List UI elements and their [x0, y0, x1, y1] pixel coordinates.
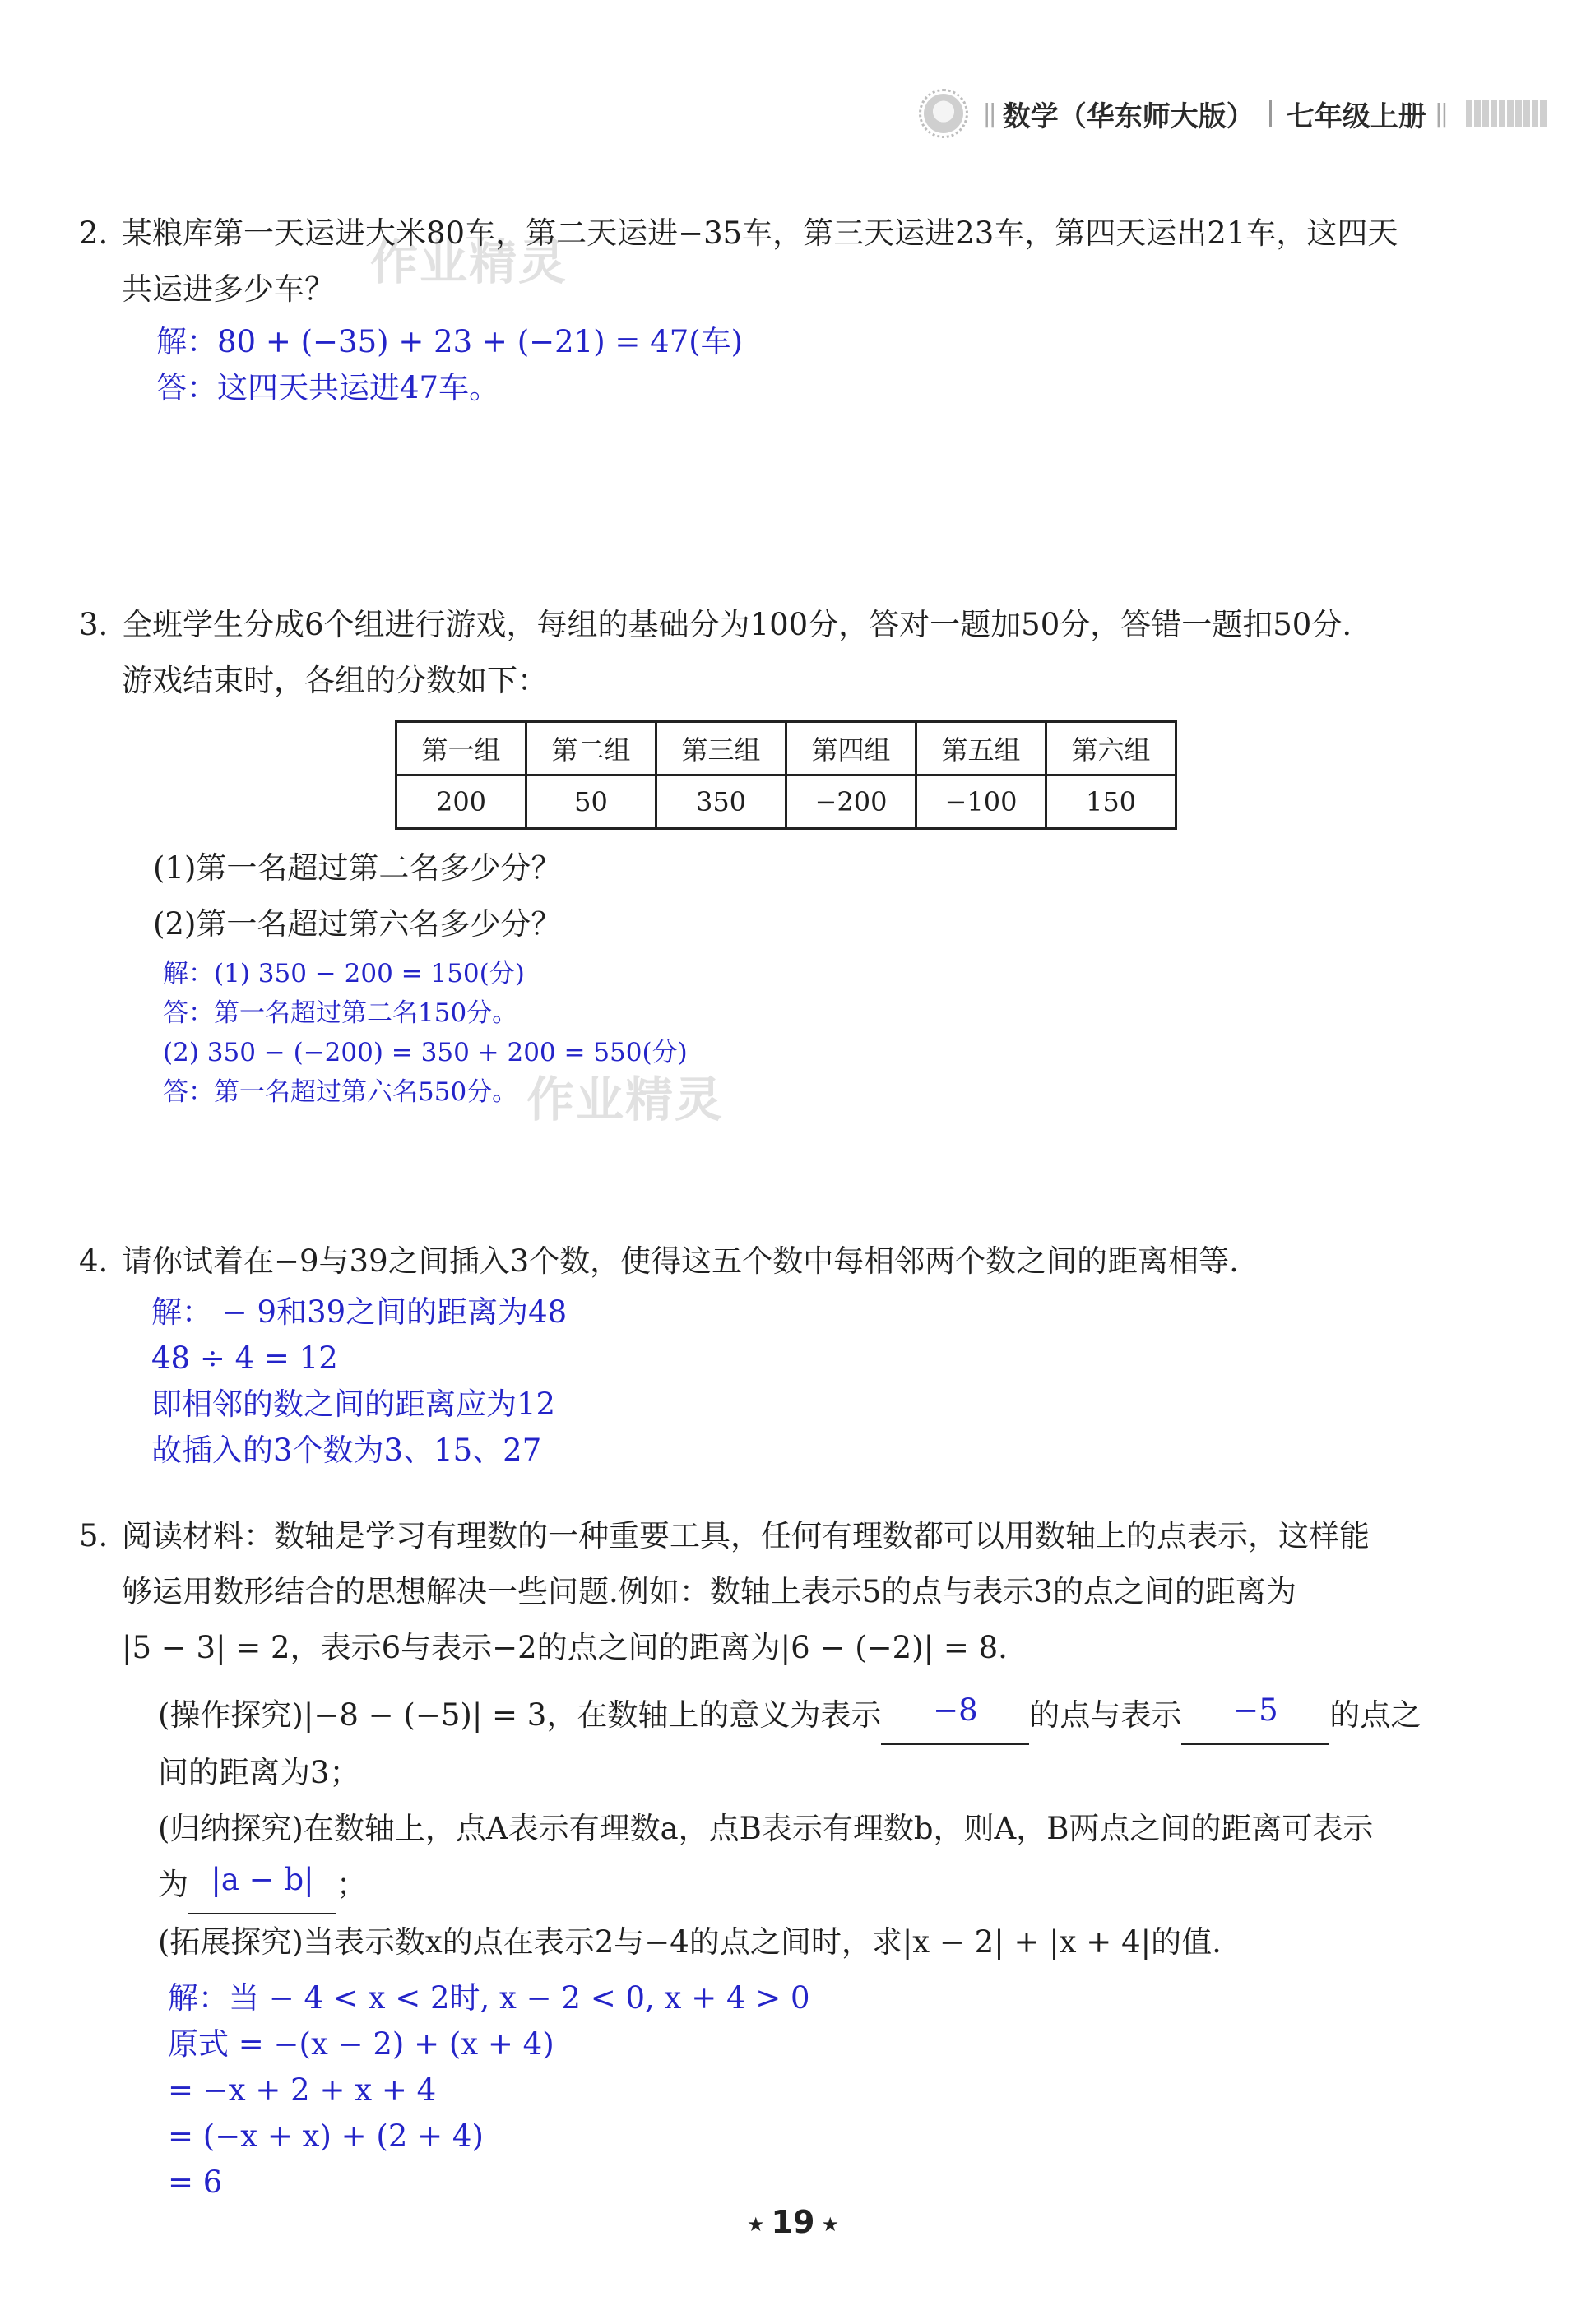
score-table: [395, 720, 1177, 830]
grade-label: 七年级上册: [1286, 100, 1426, 133]
question-3: [79, 597, 1352, 709]
question-5-parts: [158, 1687, 1421, 1970]
star-icon: ★: [821, 2212, 839, 2236]
table-row: [396, 775, 1176, 829]
table-cell: 350: [656, 775, 786, 829]
answer-line: 答：这四天共运进47车。: [156, 370, 500, 405]
induction-line: [158, 1857, 1421, 1914]
question-text: 为: [158, 1867, 188, 1902]
question-text: 阅读材料：数轴是学习有理数的一种重要工具，任何有理数都可以用数轴上的点表示，这样能: [122, 1518, 1370, 1553]
page-header: [924, 89, 1548, 138]
sun-logo-icon: [924, 94, 963, 133]
answer-line: = 6: [168, 2164, 223, 2200]
question-text: 全班学生分成6个组进行游戏，每组的基础分为100分，答对一题加50分，答错一题扣50分.: [122, 607, 1352, 642]
answer-line: 原式 = −(x − 2) + (x + 4): [168, 2026, 554, 2062]
table-header-cell: 第二组: [526, 722, 656, 775]
header-divider-icon: ||: [1434, 99, 1446, 128]
book-title: 数学（华东师大版）: [1002, 100, 1254, 133]
table-header-cell: 第六组: [1046, 722, 1176, 775]
answer-blank: [881, 1687, 1029, 1745]
operation-line: [158, 1687, 1421, 1745]
table-cell: −100: [916, 775, 1046, 829]
answer-line: 答：第一名超过第二名150分。: [163, 998, 518, 1028]
blank-answer: −8: [933, 1692, 978, 1728]
table-cell: 150: [1046, 775, 1176, 829]
page-footer: [0, 2204, 1586, 2240]
question-text: 的点之: [1329, 1697, 1421, 1733]
blank-answer: −5: [1233, 1692, 1278, 1728]
answer-blank: [188, 1857, 336, 1914]
question-text: 共运进多少车？: [122, 271, 335, 307]
question-text: 够运用数形结合的思想解决一些问题.例如：数轴上表示5的点与表示3的点之间的距离为: [122, 1574, 1296, 1609]
answer-line: 故插入的3个数为3、15、27: [151, 1433, 542, 1468]
question-number: 5.: [79, 1518, 109, 1553]
header-pattern: [1466, 100, 1548, 127]
header-separator: [1269, 100, 1272, 127]
question-number: 2.: [79, 215, 109, 251]
answer-line: 解： − 9和39之间的距离为48: [151, 1294, 568, 1330]
answer-line: = (−x + x) + (2 + 4): [168, 2118, 484, 2154]
page-number: 19: [771, 2204, 815, 2240]
question-text: 游戏结束时，各组的分数如下：: [122, 663, 548, 698]
answer-4: [151, 1289, 567, 1474]
answer-line: (2) 350 − (−200) = 350 + 200 = 550(分): [163, 1038, 688, 1067]
answer-line: 答：第一名超过第六名550分。: [163, 1077, 518, 1107]
question-text: (操作探究)|−8 − (−5)| = 3，在数轴上的意义为表示: [158, 1697, 882, 1733]
table-header-cell: 第五组: [916, 722, 1046, 775]
answer-line: 解：当 − 4 < x < 2时, x − 2 < 0, x + 4 > 0: [168, 1980, 810, 2016]
question-3-subparts: [153, 840, 561, 952]
answer-5: [168, 1975, 810, 2206]
header-divider-icon: ||: [982, 99, 995, 128]
question-2: [79, 206, 1398, 317]
blank-answer: |a − b|: [211, 1862, 314, 1897]
watermark: 作业精灵: [370, 234, 568, 290]
table-header-cell: 第三组: [656, 722, 786, 775]
question-text: 请你试着在−9与39之间插入3个数，使得这五个数中每相邻两个数之间的距离相等.: [122, 1243, 1239, 1279]
question-number: 3.: [79, 607, 109, 642]
question-text: 间的距离为3；: [158, 1755, 360, 1790]
answer-line: 即相邻的数之间的距离应为12: [151, 1387, 556, 1422]
answer-blank: [1181, 1687, 1329, 1745]
table-cell: −200: [786, 775, 916, 829]
table-header-row: [396, 722, 1176, 775]
table-header-cell: 第四组: [786, 722, 916, 775]
table-cell: 200: [396, 775, 526, 829]
question-5: [79, 1508, 1370, 1676]
question-text: (归纳探究)在数轴上，点A表示有理数a，点B表示有理数b，则A，B两点之间的距离可表示: [158, 1811, 1374, 1846]
question-text: (拓展探究)当表示数x的点在表示2与−4的点之间时，求|x − 2| + |x + 4|的值.: [158, 1924, 1222, 1960]
question-4: [79, 1234, 1239, 1289]
star-icon: ★: [747, 2212, 765, 2236]
sub-question: (2)第一名超过第六名多少分？: [153, 906, 562, 942]
question-text: 某粮库第一天运进大米80车，第二天运进−35车，第三天运进23车，第四天运出21车，这四天: [122, 215, 1398, 251]
answer-line: 解：(1) 350 − 200 = 150(分): [163, 959, 525, 988]
question-text: ；: [336, 1867, 367, 1902]
answer-line: 解：80 + (−35) + 23 + (−21) = 47(车): [156, 324, 744, 359]
sub-question: (1)第一名超过第二名多少分？: [153, 850, 562, 886]
table-cell: 50: [526, 775, 656, 829]
answer-2: [156, 319, 743, 411]
answer-line: = −x + 2 + x + 4: [168, 2072, 437, 2108]
question-text: 的点与表示: [1029, 1697, 1182, 1733]
answer-line: 48 ÷ 4 = 12: [151, 1340, 338, 1376]
watermark: 作业精灵: [526, 1072, 725, 1127]
question-text: |5 − 3| = 2，表示6与表示−2的点之间的距离为|6 − (−2)| = 8.: [122, 1630, 1008, 1665]
answer-3: [163, 954, 688, 1112]
table-header-cell: 第一组: [396, 722, 526, 775]
question-number: 4.: [79, 1243, 109, 1279]
